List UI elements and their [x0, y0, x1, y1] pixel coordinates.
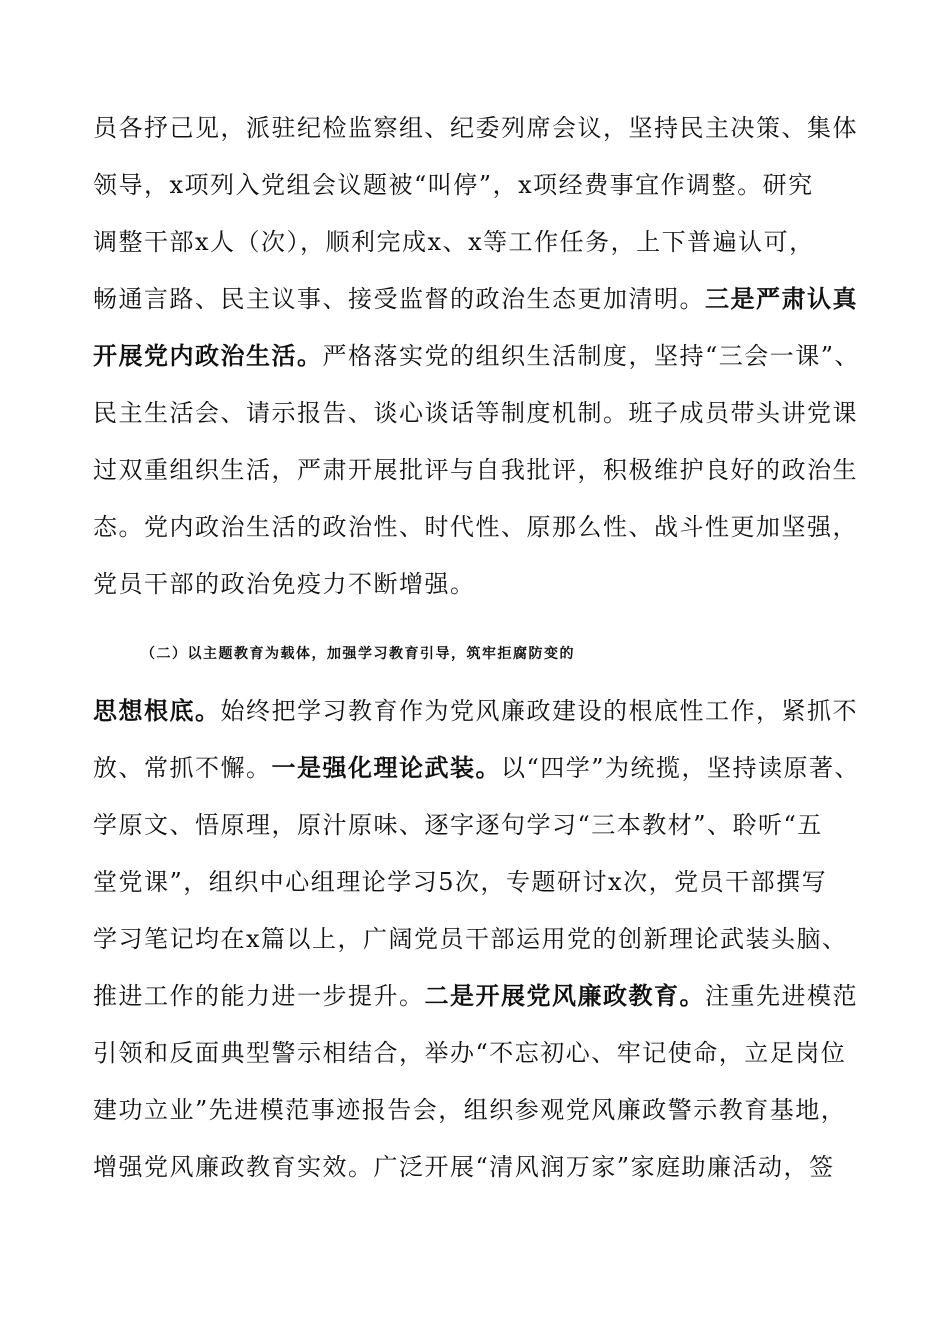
bold-run: 思想根底。 [93, 697, 221, 725]
text-line [93, 862, 873, 902]
text-run: 领导，x项列入党组会议题被“叫停”，x项经费事宜作调整。研究 [93, 171, 814, 199]
text-run: 过双重组织生活，严肃开展批评与自我批评，积极维护良好的政治生 [93, 456, 858, 484]
text-run: 注重先进模范 [705, 982, 858, 1010]
text-line [93, 165, 873, 205]
text-run: 党员干部的政治免疫力不断增强。 [93, 570, 476, 598]
text-line [93, 976, 873, 1016]
text-run: 员各抒己见，派驻纪检监察组、纪委列席会议，坚持民主决策、集体 [93, 114, 858, 142]
bold-run: （二）以主题教育为载体，加强学习教育引导，筑牢拒腐防变的 [141, 646, 575, 662]
bold-run: 开展党内政治生活。 [93, 342, 323, 370]
text-run: 引领和反面典型警示相结合，举办“不忘初心、牢记使命，立足岗位 [93, 1039, 847, 1067]
text-line [93, 805, 873, 845]
text-run: 学习笔记均在x篇以上，广阔党员干部运用党的创新理论武装头脑、 [93, 925, 848, 953]
bold-run: 三是严肃认真 [705, 285, 858, 313]
text-line [93, 450, 873, 490]
text-line [93, 108, 873, 148]
text-run: 放、常抓不懈。 [93, 754, 272, 782]
text-line [93, 279, 873, 319]
bold-run: 一是强化理论武装。 [271, 754, 501, 782]
text-run: 民主生活会、请示报告、谈心谈话等制度机制。班子成员带头讲党课 [93, 399, 858, 427]
text-run: 堂党课”，组织中心组理论学习5次，专题研讨x次，党员干部撰写 [93, 868, 828, 896]
text-run: 建功立业”先进模范事迹报告会，组织参观党风廉政警示教育基地， [93, 1096, 847, 1124]
text-line [93, 748, 873, 788]
text-line [93, 507, 873, 547]
text-run: 严格落实党的组织生活制度，坚持“三会一课”、 [322, 342, 861, 370]
text-run: 始终把学习教育作为党风廉政建设的根底性工作，紧抓不 [220, 697, 858, 725]
text-run: 学原文、悟原理，原汁原味、逐字逐句学习“三本教材”、聆听“五 [93, 811, 823, 839]
text-run: 以“四学”为统揽，坚持读原著、 [501, 754, 861, 782]
text-run: 畅通言路、民主议事、接受监督的政治生态更加清明。 [93, 285, 705, 313]
text-line [93, 336, 873, 376]
text-line [93, 1033, 873, 1073]
text-line [93, 564, 873, 604]
text-line [93, 1147, 873, 1187]
section-heading [141, 634, 921, 674]
text-run: 态。党内政治生活的政治性、时代性、原那么性、战斗性更加坚强， [93, 513, 858, 541]
text-run: 调整干部x人（次），顺利完成x、x等工作任务，上下普遍认可， [93, 228, 815, 256]
text-line [93, 691, 873, 731]
text-run: 推进工作的能力进一步提升。 [93, 982, 425, 1010]
text-run: 增强党风廉政教育实效。广泛开展“清风润万家”家庭助廉活动，签 [93, 1153, 835, 1181]
text-line [93, 393, 873, 433]
text-line [93, 1090, 873, 1130]
text-line [93, 919, 873, 959]
text-line [93, 222, 873, 262]
bold-run: 二是开展党风廉政教育。 [424, 982, 705, 1010]
